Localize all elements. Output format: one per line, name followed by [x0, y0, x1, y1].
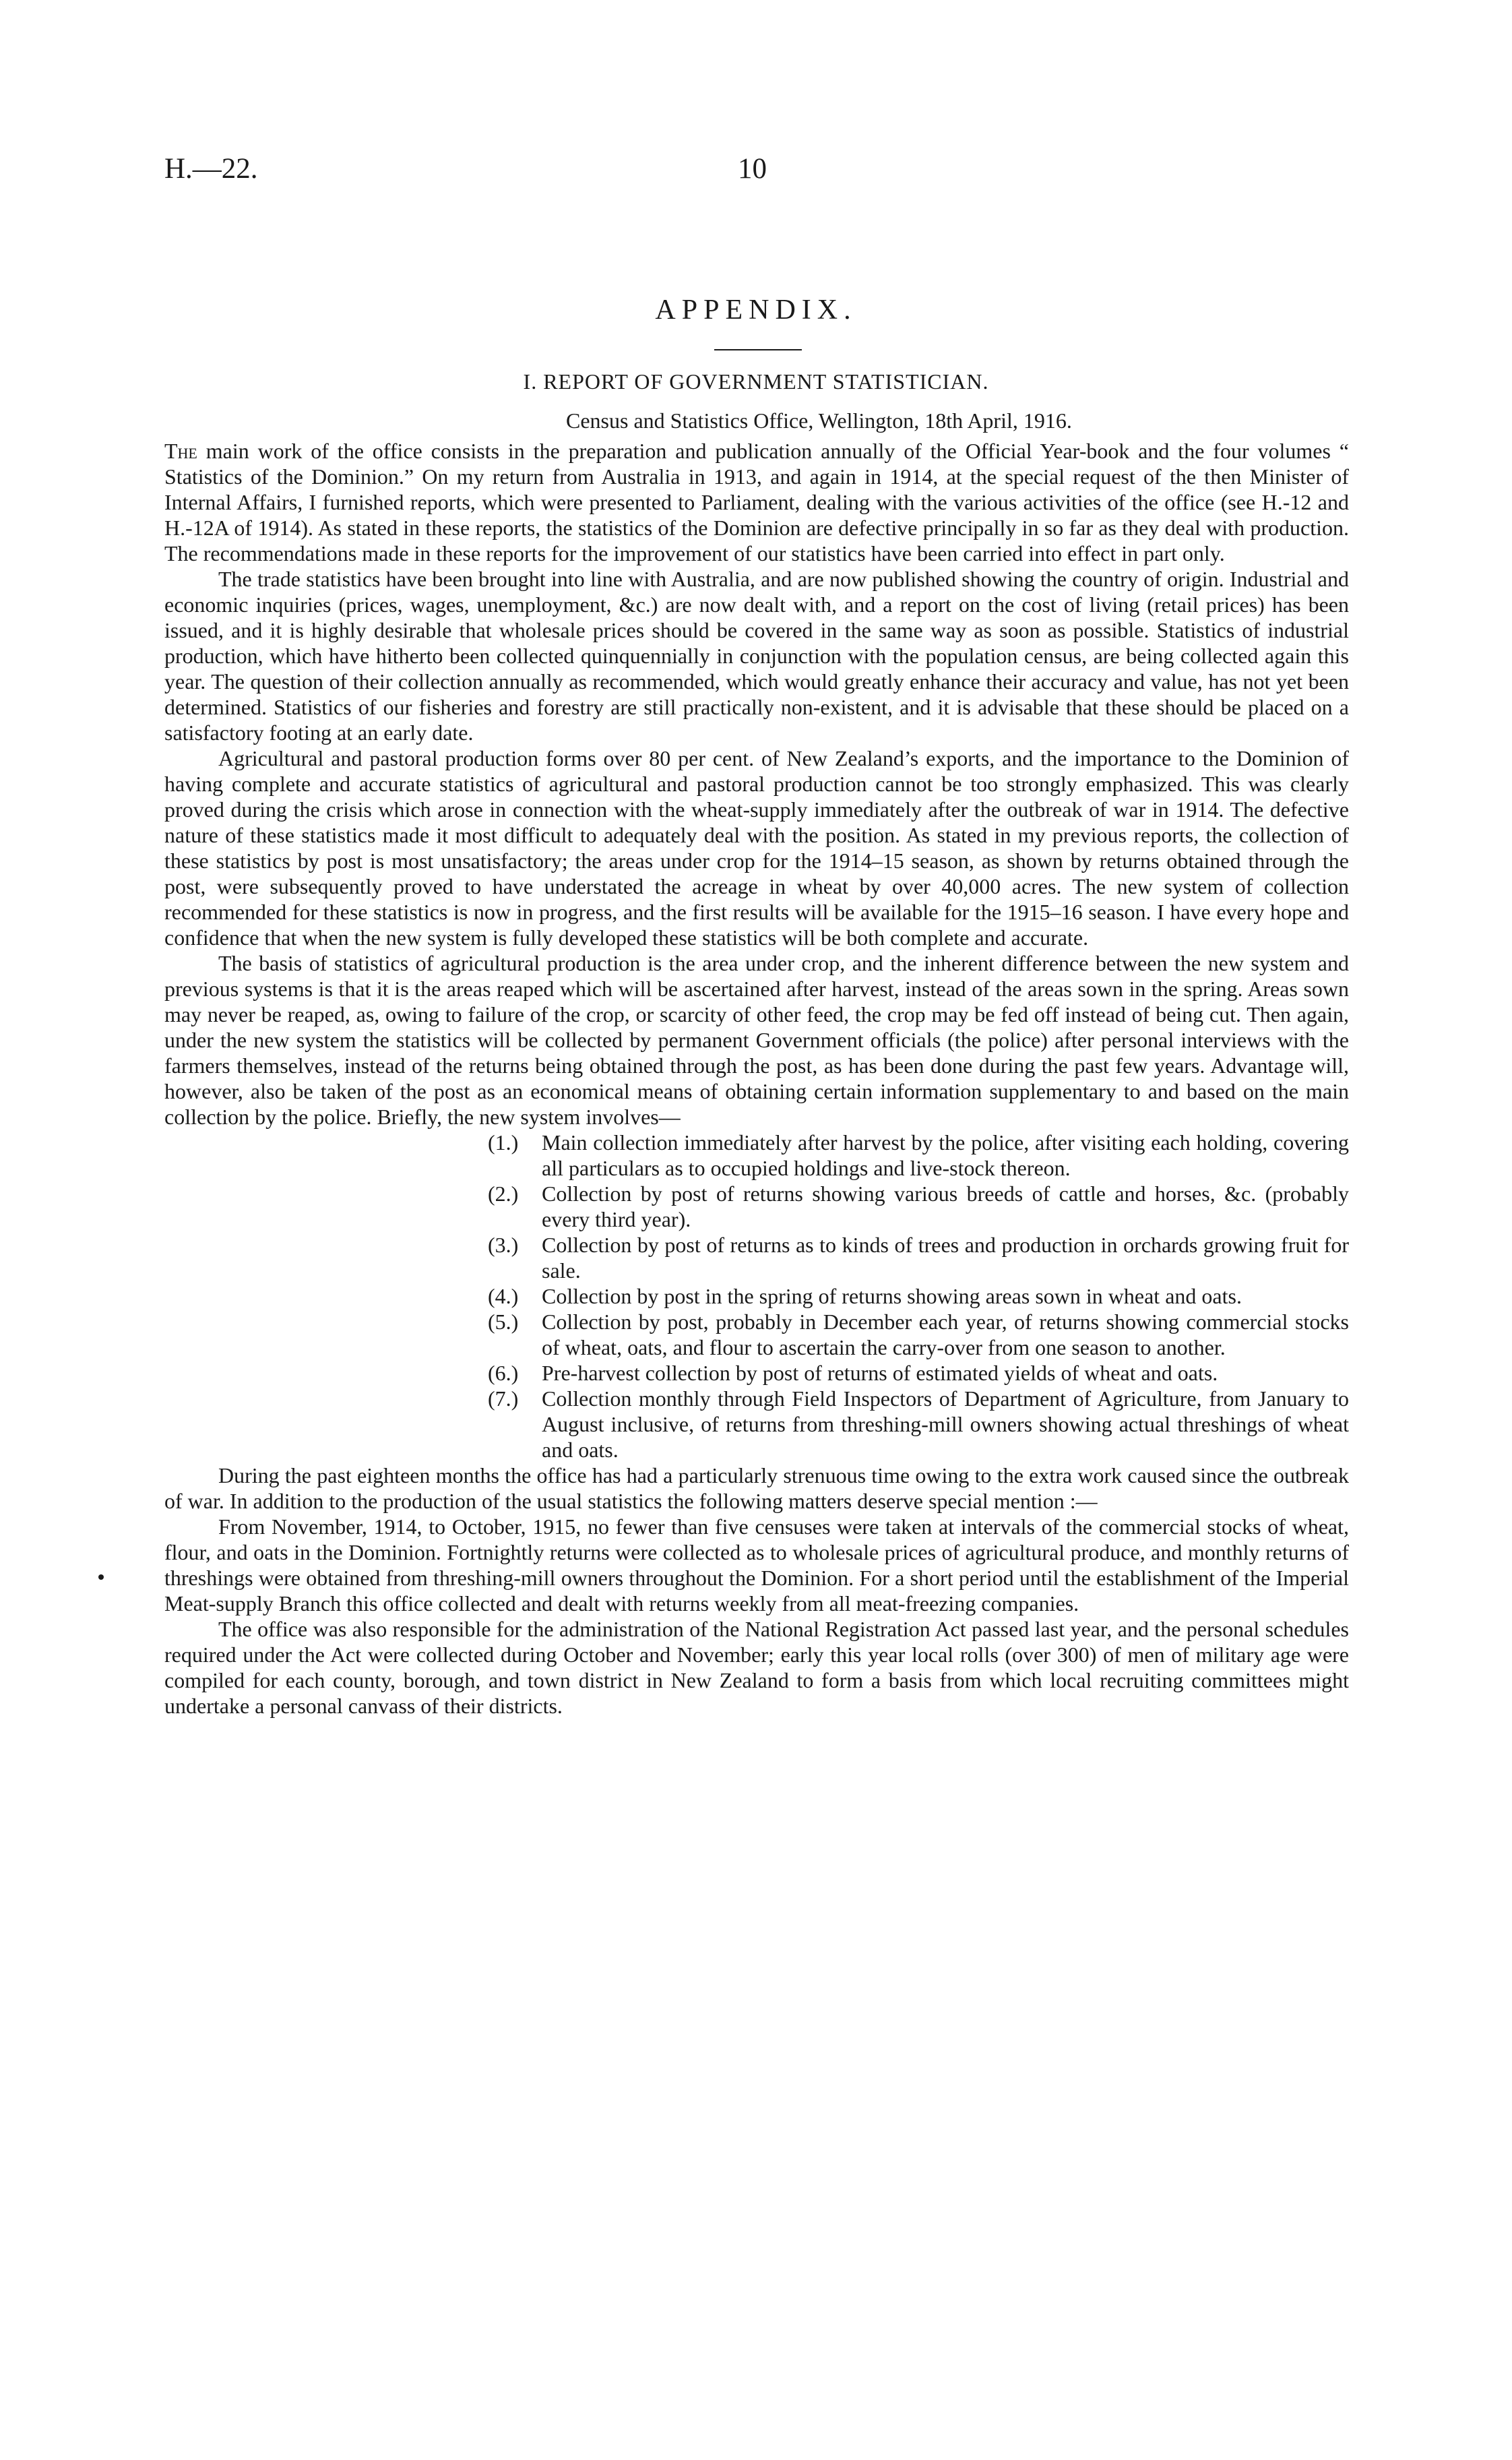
margin-mark — [98, 1574, 104, 1580]
dateline: Census and Statistics Office, Wellington, 18th April, 1916. — [566, 408, 1072, 433]
list-item — [164, 1309, 1349, 1360]
paragraph-6: From November, 1914, to October, 1915, no fewer than five censuses were taken at intervals of the commercial stocks of wheat, flour, and oats in the Dominion. Fortnightly returns were collected as to wholesale prices of agricultural produce, and monthly returns of threshings were obtained from threshing-mill owners throughout the Dominion. For a short period until the establishment of the Imperial Meat-supply Branch this office collected and dealt with returns weekly from all meat-freezing companies. — [164, 1514, 1349, 1616]
list-number: (5.) — [488, 1310, 519, 1334]
title-rule — [714, 349, 802, 350]
list-text: Collection by post of returns as to kinds of trees and production in orchards growing fruit for sale. — [542, 1233, 1349, 1283]
list-number: (1.) — [488, 1130, 519, 1155]
list-item — [164, 1360, 1349, 1386]
report-body — [164, 438, 1349, 1719]
list-text: Main collection immediately after harvest by the police, after visiting each holding, covering all particulars as to occupied holdings and live-stock thereon. — [542, 1130, 1349, 1180]
list-text: Collection by post of returns showing various breeds of cattle and horses, &c. (probably every third year). — [542, 1181, 1349, 1231]
appendix-title: APPENDIX. — [655, 295, 857, 326]
paragraph-2: The trade statistics have been brought into line with Australia, and are now published showing the country of origin. Industrial and economic inquiries (prices, wages, unemployment, &c.) are now dealt with, and a report on the cost of living (retail prices) has been issued, and it is highly desirable that wholesale prices should be covered in the same way as soon as possible. Statistics of industrial production, which have hitherto been collected quinquennially in conjunction with the population census, are being collected again this year. The question of their collection annually as recommended, which would greatly enhance their accuracy and value, has not yet been determined. Statistics of our fisheries and forestry are still practically non-existent, and it is advisable that these should be placed on a satisfactory footing at an early date. — [164, 567, 1349, 745]
list-text: Collection by post in the spring of returns showing areas sown in wheat and oats. — [542, 1284, 1242, 1308]
list-item — [164, 1130, 1349, 1181]
paragraph-text: main work of the office consists in the preparation and publication annually of the Official Year-book and the four volumes “ Statistics of the Dominion.” On my return from Australia in 1913, and again in 1914, at the special request of the then Minister of Internal Affairs, I furnished reports, which were presented to Parliament, dealing with the various activities of the office (see H.-12 and H.-12A of 1914). As stated in these reports, the statistics of the Dominion are defective principally in so far as they deal with production. The recommendations made in these reports for the improvement of our statistics have been carried into effect in part only. — [164, 439, 1349, 565]
list-item — [164, 1283, 1349, 1309]
list-item — [164, 1232, 1349, 1283]
list-number: (4.) — [488, 1284, 519, 1308]
list-text: Pre-harvest collection by post of returns of estimated yields of wheat and oats. — [542, 1361, 1218, 1385]
paragraph-3: Agricultural and pastoral production forms over 80 per cent. of New Zealand’s exports, and the importance to the Dominion of having complete and accurate statistics of agricultural and pastoral production cannot be too strongly emphasized. This was clearly proved during the crisis which arose in connection with the wheat-supply immediately after the outbreak of war in 1914. The defective nature of these statistics made it most difficult to adequately deal with the position. As stated in my previous reports, the collection of these statistics by post is most unsatisfactory; the areas under crop for the 1914–15 season, as shown by returns obtained through the post, were subsequently proved to have understated the acreage in wheat by over 40,000 acres. The new system of collection recommended for these statistics is now in progress, and the first results will be available for the 1915–16 season. I have every hope and confidence that when the new system is fully developed these statistics will be both complete and accurate. — [164, 746, 1349, 950]
list-item — [164, 1386, 1349, 1463]
paragraph-7: The office was also responsible for the administration of the National Registration Act passed last year, and the personal schedules required under the Act were collected during October and November; early this year local rolls (over 300) of men of military age were compiled for each county, borough, and town district in New Zealand to form a basis from which local recruiting committees might undertake a personal canvass of their districts. — [164, 1617, 1349, 1718]
list-number: (7.) — [488, 1386, 519, 1411]
paragraph-5: During the past eighteen months the office has had a particularly strenuous time owing to the extra work caused since the outbreak of war. In addition to the production of the usual statistics the following matters deserve special mention :— — [164, 1463, 1349, 1513]
list-number: (3.) — [488, 1233, 519, 1257]
paragraph-1 — [164, 438, 1349, 566]
page-reference: H.—22. — [164, 153, 258, 185]
page-number: 10 — [738, 153, 767, 185]
list-number: (2.) — [488, 1181, 519, 1206]
report-subtitle: I. REPORT OF GOVERNMENT STATISTICIAN. — [523, 369, 989, 394]
list-text: Collection monthly through Field Inspectors of Department of Agriculture, from January to August inclusive, of returns from threshing-mill owners showing actual threshings of wheat and oats. — [542, 1386, 1349, 1462]
list-item — [164, 1181, 1349, 1232]
list-text: Collection by post, probably in December each year, of returns showing commercial stocks of wheat, oats, and flour to ascertain the carry-over from one season to another. — [542, 1310, 1349, 1359]
opening-word: The — [164, 439, 197, 463]
list-number: (6.) — [488, 1361, 519, 1385]
system-list — [164, 1130, 1349, 1463]
paragraph-4: The basis of statistics of agricultural production is the area under crop, and the inherent difference between the new system and previous systems is that it is the areas reaped which will be ascertained after harvest, instead of the areas sown in the spring. Areas sown may never be reaped, as, owing to failure of the crop, or scarcity of other feed, the crop may be fed off instead of being cut. Then again, under the new system the statistics will be collected by permanent Government officials (the police) after personal interviews with the farmers themselves, instead of the returns being obtained through the post, as has been done during the past few years. Advantage will, however, also be taken of the post as an economical means of obtaining certain information supplementary to and based on the main collection by the police. Briefly, the new system involves— — [164, 951, 1349, 1129]
